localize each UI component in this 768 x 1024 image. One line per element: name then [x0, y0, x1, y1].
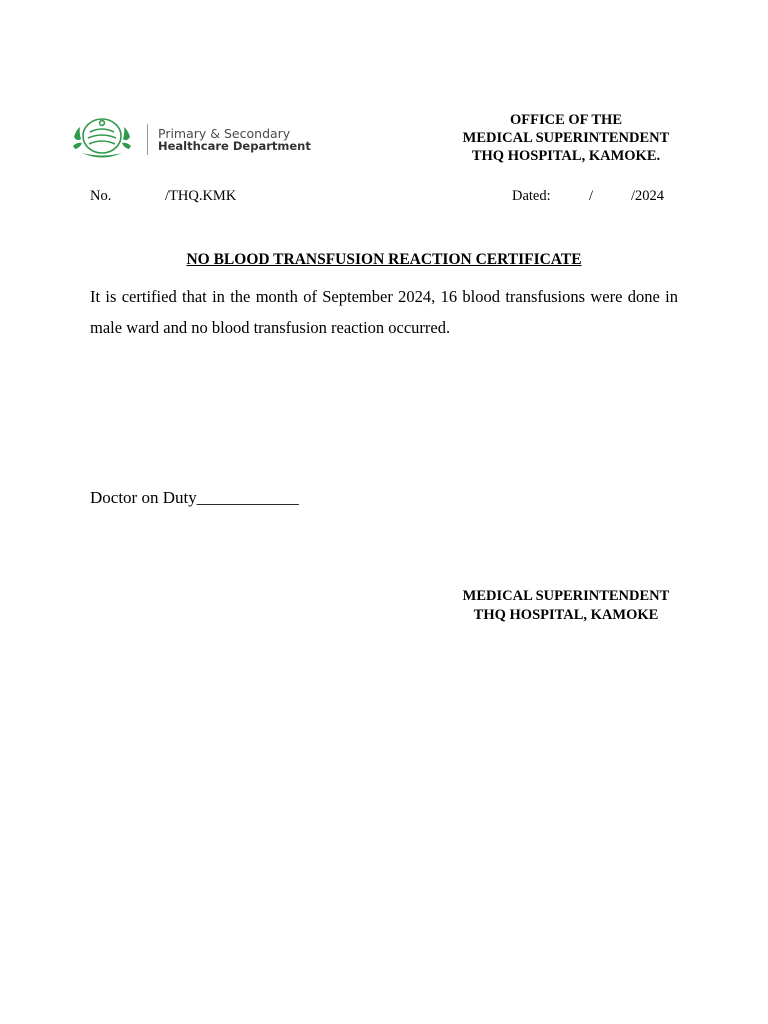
office-line-3: THQ HOSPITAL, KAMOKE. — [471, 148, 661, 164]
dated-label: Dated: — [512, 188, 551, 204]
ms-line-2: THQ HOSPITAL, KAMOKE — [473, 607, 659, 623]
certificate-title: NO BLOOD TRANSFUSION REACTION CERTIFICATE — [186, 251, 582, 268]
logo-text-primary-secondary: Primary & Secondary — [158, 126, 291, 141]
department-logo — [70, 115, 332, 161]
date-separator: / — [589, 188, 594, 204]
reference-code: /THQ.KMK — [165, 188, 237, 204]
certificate-body: It is certified that in the month of September 2024, 16 blood transfusions were done in male ward and no blood transfusion reaction occurred. — [90, 287, 678, 337]
reference-number-label: No. — [90, 188, 112, 204]
office-line-2: MEDICAL SUPERINTENDENT — [462, 130, 670, 146]
ms-line-1: MEDICAL SUPERINTENDENT — [462, 588, 670, 604]
logo-text-healthcare-department: Healthcare Department — [158, 139, 311, 153]
office-heading — [440, 111, 692, 165]
doctor-on-duty-signature-line: Doctor on Duty____________ — [90, 488, 299, 507]
date-year: /2024 — [631, 188, 665, 204]
punjab-emblem-icon — [70, 115, 134, 161]
medical-superintendent-signature — [440, 587, 692, 625]
logo-divider — [147, 124, 148, 155]
office-line-1: OFFICE OF THE — [510, 112, 622, 128]
